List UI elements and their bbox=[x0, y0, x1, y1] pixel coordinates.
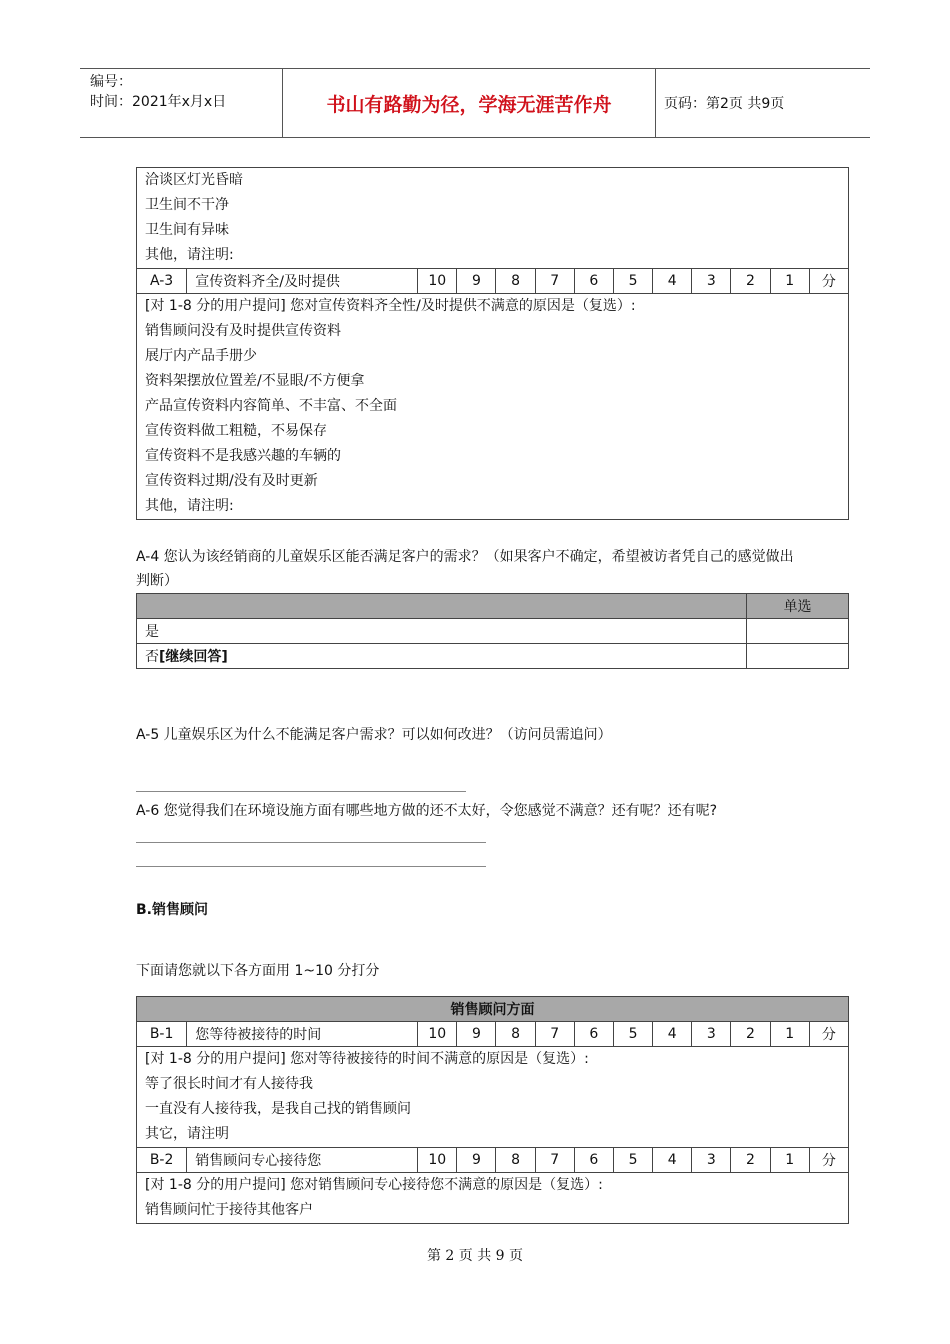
a4-question-line2: 判断） bbox=[136, 573, 178, 589]
reason-item[interactable]: 其他，请注明: bbox=[145, 498, 234, 514]
a4-question-line1: A-4 您认为该经销商的儿童娱乐区能否满足客户的需求？（如果客户不确定，希望被访者凭自己的感觉做出 bbox=[136, 549, 794, 565]
score-option[interactable]: 2 bbox=[731, 269, 770, 294]
option-no-checkbox[interactable] bbox=[747, 644, 849, 669]
reason-item[interactable]: 展厅内产品手册少 bbox=[145, 348, 257, 364]
reason-item: 卫生间有异味 bbox=[145, 222, 229, 238]
section-b-intro: 下面请您就以下各方面用 1~10 分打分 bbox=[136, 963, 380, 979]
score-unit: 分 bbox=[809, 269, 848, 294]
option-yes: 是 bbox=[137, 619, 747, 644]
score-option[interactable]: 5 bbox=[613, 1022, 652, 1047]
a3-rating-row bbox=[137, 269, 849, 294]
reason-item: 洽谈区灯光昏暗 bbox=[145, 172, 243, 188]
score-option[interactable]: 8 bbox=[496, 1022, 535, 1047]
reason-item[interactable]: 产品宣传资料内容简单、不丰富、不全面 bbox=[145, 398, 397, 414]
score-option[interactable]: 7 bbox=[535, 1148, 574, 1173]
score-option[interactable]: 1 bbox=[770, 1022, 809, 1047]
question-label: 销售顾问专心接待您 bbox=[187, 1148, 418, 1173]
question-id: B-2 bbox=[137, 1148, 187, 1173]
score-unit: 分 bbox=[809, 1022, 848, 1047]
question-label: 宣传资料齐全/及时提供 bbox=[187, 269, 418, 294]
score-option[interactable]: 6 bbox=[574, 269, 613, 294]
score-option[interactable]: 3 bbox=[692, 1022, 731, 1047]
b2-reasons-cell bbox=[137, 1173, 849, 1224]
score-option[interactable]: 3 bbox=[692, 1148, 731, 1173]
reason-item: 其他，请注明: bbox=[145, 247, 234, 263]
question-label: 您等待被接待的时间 bbox=[187, 1022, 418, 1047]
header-motto: 书山有路勤为径，学海无涯苦作舟 bbox=[282, 69, 656, 137]
a5-question: A-5 儿童娱乐区为什么不能满足客户需求？可以如何改进？（访问员需追问） bbox=[136, 727, 612, 743]
score-option[interactable]: 2 bbox=[731, 1022, 770, 1047]
score-option[interactable]: 2 bbox=[731, 1148, 770, 1173]
score-option[interactable]: 10 bbox=[418, 1148, 457, 1173]
score-option[interactable]: 4 bbox=[653, 1148, 692, 1173]
a4-choice-table bbox=[136, 593, 849, 669]
b-section-table bbox=[136, 996, 849, 1224]
a6-answer-line-2[interactable] bbox=[136, 866, 486, 867]
b2-rating-row bbox=[137, 1148, 849, 1173]
section-b-title: B.销售顾问 bbox=[136, 902, 208, 918]
reason-item[interactable]: 等了很长时间才有人接待我 bbox=[145, 1076, 313, 1092]
b1-reasons-cell bbox=[137, 1047, 849, 1148]
single-choice-header: 单选 bbox=[747, 594, 849, 619]
score-option[interactable]: 1 bbox=[770, 1148, 809, 1173]
page-footer: 第 2 页 共 9 页 bbox=[426, 1248, 524, 1264]
b-table-title: 销售顾问方面 bbox=[137, 997, 849, 1022]
reason-item[interactable]: 宣传资料过期/没有及时更新 bbox=[145, 473, 318, 489]
question-id: A-3 bbox=[137, 269, 187, 294]
reason-item[interactable]: 宣传资料做工粗糙，不易保存 bbox=[145, 423, 327, 439]
header-left-cell bbox=[80, 69, 282, 137]
reason-item[interactable]: 销售顾问没有及时提供宣传资料 bbox=[145, 323, 341, 339]
a6-answer-line-1[interactable] bbox=[136, 842, 486, 843]
score-option[interactable]: 3 bbox=[692, 269, 731, 294]
score-option[interactable]: 4 bbox=[653, 1022, 692, 1047]
score-option[interactable]: 9 bbox=[457, 1148, 496, 1173]
reason-item[interactable]: 一直没有人接待我，是我自己找的销售顾问 bbox=[145, 1101, 411, 1117]
score-option[interactable]: 5 bbox=[613, 1148, 652, 1173]
score-option[interactable]: 9 bbox=[457, 1022, 496, 1047]
a6-question: A-6 您觉得我们在环境设施方面有哪些地方做的还不太好，令您感觉不满意？还有呢？还有呢? bbox=[136, 803, 718, 819]
score-option[interactable]: 4 bbox=[653, 269, 692, 294]
a4-header-blank bbox=[137, 594, 747, 619]
score-unit: 分 bbox=[809, 1148, 848, 1173]
reason-item: 卫生间不干净 bbox=[145, 197, 229, 213]
page-header bbox=[80, 68, 870, 138]
continue-note: [继续回答] bbox=[159, 649, 228, 665]
reason-item[interactable]: 宣传资料不是我感兴趣的车辆的 bbox=[145, 448, 341, 464]
b1-rating-row bbox=[137, 1022, 849, 1047]
a-section-table bbox=[136, 167, 849, 520]
option-no bbox=[137, 644, 747, 669]
a3-reasons-cell bbox=[137, 294, 849, 520]
a4-question bbox=[136, 545, 794, 593]
reason-item[interactable]: 其它，请注明 bbox=[145, 1126, 229, 1142]
reason-prompt: [对 1-8 分的用户提问] 您对宣传资料齐全性/及时提供不满意的原因是（复选）: bbox=[145, 298, 636, 314]
reason-prompt: [对 1-8 分的用户提问] 您对销售顾问专心接待您不满意的原因是（复选）: bbox=[145, 1177, 603, 1193]
score-option[interactable]: 5 bbox=[613, 269, 652, 294]
doc-number-label: 编号： bbox=[90, 74, 132, 90]
a2-reasons-cell bbox=[137, 168, 849, 269]
score-option[interactable]: 8 bbox=[496, 269, 535, 294]
score-option[interactable]: 9 bbox=[457, 269, 496, 294]
score-option[interactable]: 6 bbox=[574, 1022, 613, 1047]
reason-item[interactable]: 销售顾问忙于接待其他客户 bbox=[145, 1202, 313, 1218]
score-option[interactable]: 6 bbox=[574, 1148, 613, 1173]
score-option[interactable]: 8 bbox=[496, 1148, 535, 1173]
option-yes-checkbox[interactable] bbox=[747, 619, 849, 644]
reason-item[interactable]: 资料架摆放位置差/不显眼/不方便拿 bbox=[145, 373, 365, 389]
question-id: B-1 bbox=[137, 1022, 187, 1047]
option-no-label: 否 bbox=[145, 649, 159, 665]
header-page-info: 页码：第2页 共9页 bbox=[664, 96, 785, 112]
score-option[interactable]: 7 bbox=[535, 1022, 574, 1047]
a5-answer-line[interactable] bbox=[136, 791, 466, 792]
reason-prompt: [对 1-8 分的用户提问] 您对等待被接待的时间不满意的原因是（复选）: bbox=[145, 1051, 589, 1067]
score-option[interactable]: 1 bbox=[770, 269, 809, 294]
score-option[interactable]: 10 bbox=[418, 269, 457, 294]
score-option[interactable]: 10 bbox=[418, 1022, 457, 1047]
doc-date-label: 时间：2021年x月x日 bbox=[90, 94, 227, 110]
score-option[interactable]: 7 bbox=[535, 269, 574, 294]
